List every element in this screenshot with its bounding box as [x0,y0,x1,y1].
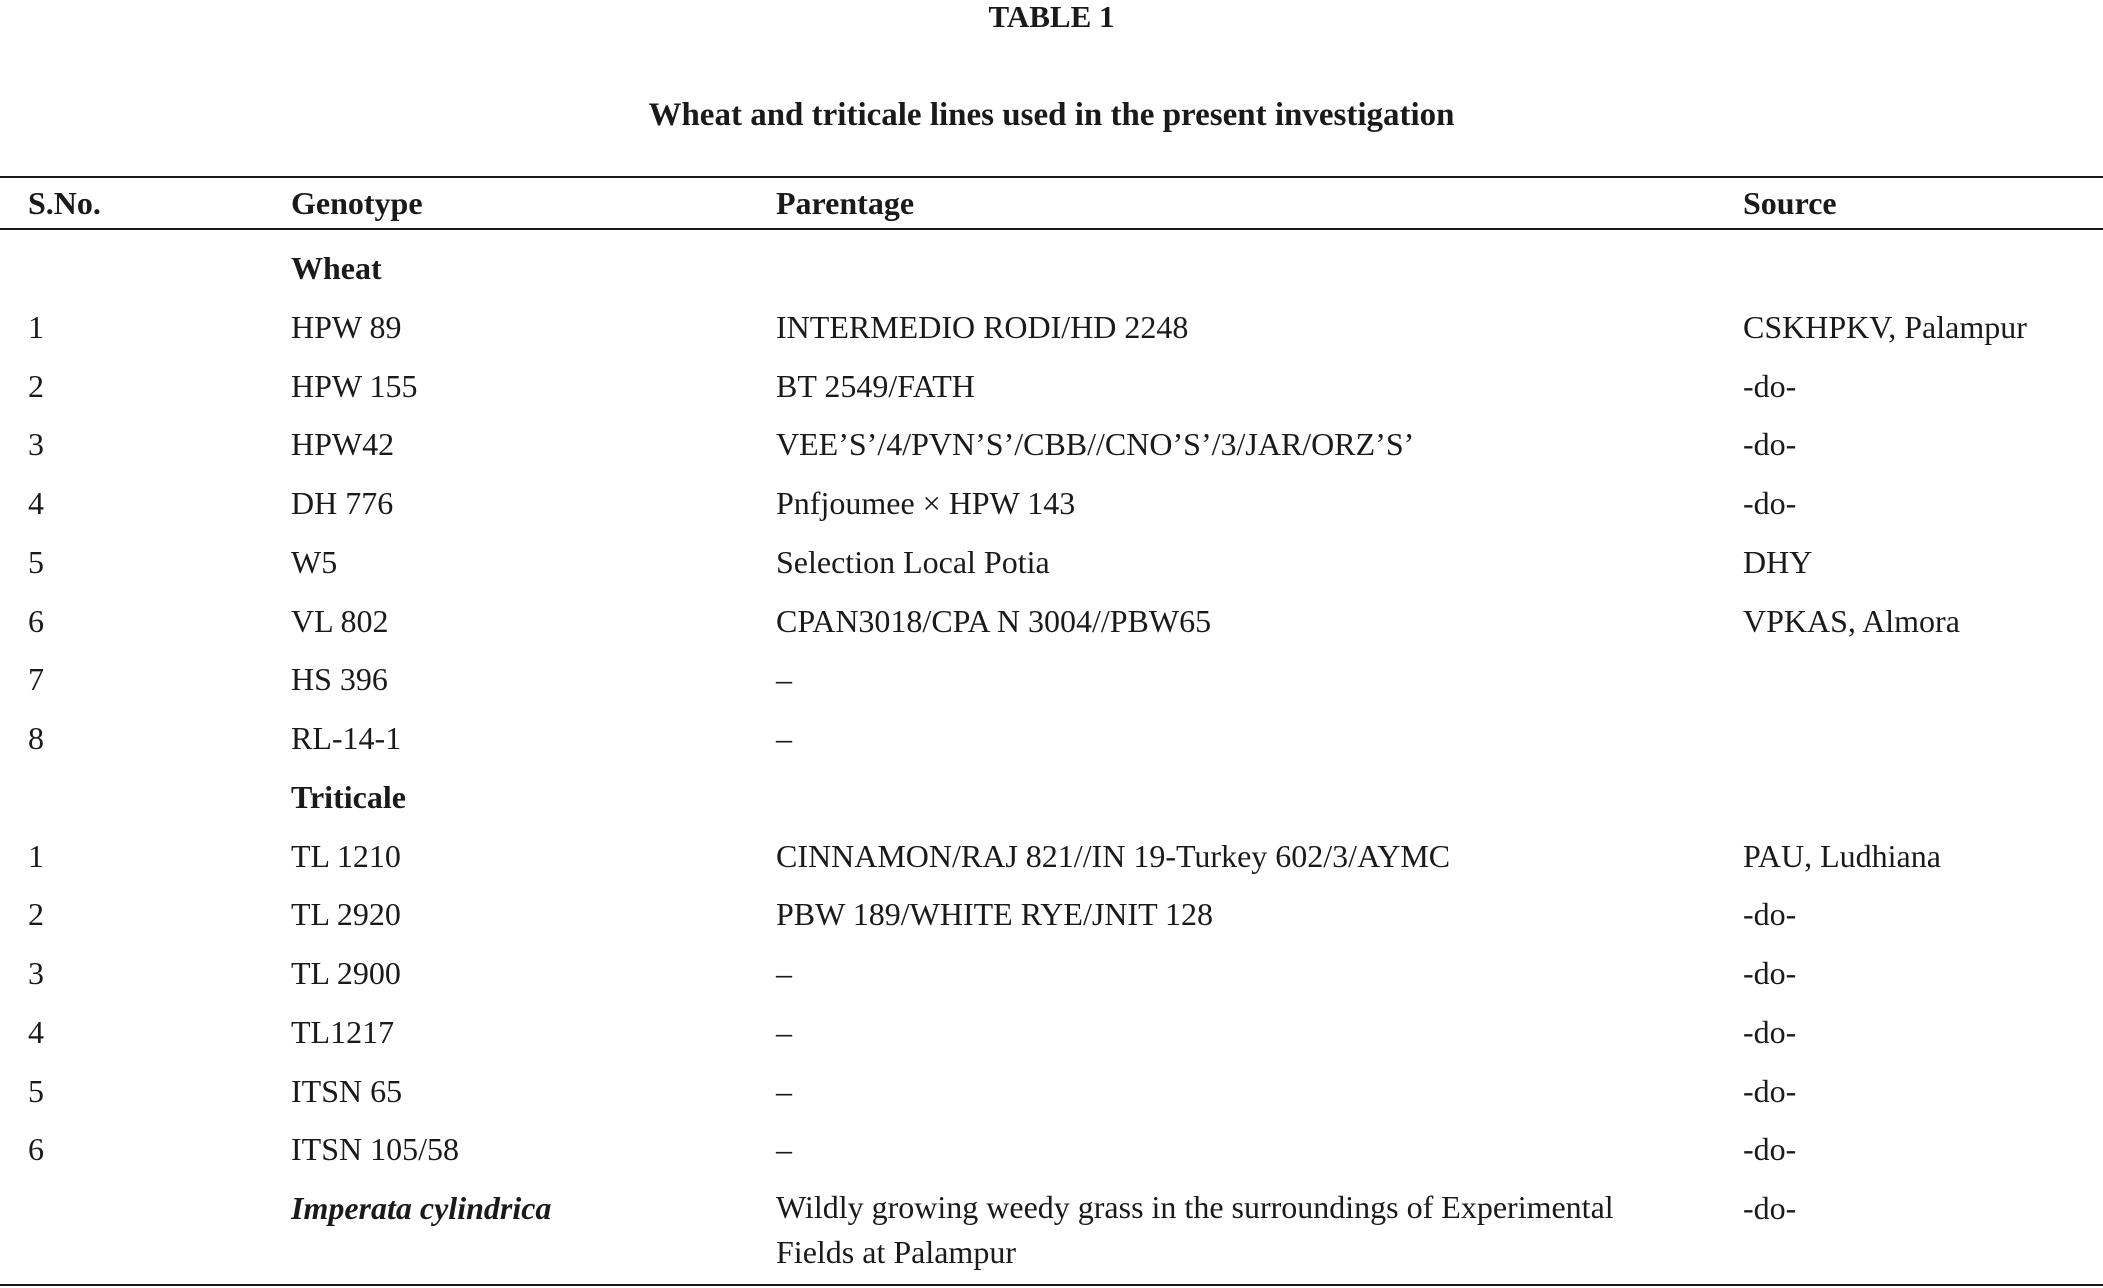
cell-sno: 1 [28,837,44,874]
cell-sno: 1 [28,308,44,345]
table-row [0,718,2103,758]
group-label-wheat: Wheat [291,250,382,286]
table-row [0,307,2103,347]
table-row [0,894,2103,934]
table-row-imperata [0,1188,2103,1278]
cell-parentage: – [776,720,792,756]
table-bottom-rule [0,1284,2103,1286]
cell-genotype: VL 802 [291,602,389,639]
table-row [0,542,2103,582]
table-row [0,953,2103,993]
cell-sno: 5 [28,543,44,580]
cell-source: -do- [1743,1190,1797,1226]
cell-sno: 6 [28,1131,44,1168]
cell-genotype: TL 2920 [291,896,401,933]
cell-sno: 5 [28,1072,44,1109]
cell-parentage: – [776,1131,792,1168]
cell-parentage: BT 2549/FATH [776,367,975,404]
cell-genotype: HS 396 [291,661,388,698]
cell-sno: 6 [28,602,44,639]
cell-parentage: PBW 189/WHITE RYE/JNIT 128 [776,896,1214,933]
cell-sno: 2 [28,367,44,404]
cell-sno: 8 [28,720,44,756]
header-sno: S.No. [28,185,101,221]
table-row [0,366,2103,406]
cell-parentage: CINNAMON/RAJ 821//IN 19-Turkey 602/3/AYMC [776,837,1451,874]
table-header-rule [0,228,2103,230]
cell-genotype: TL1217 [291,1013,395,1050]
header-parentage: Parentage [776,185,915,221]
cell-source: PAU, Ludhiana [1743,837,1941,874]
table-caption: Wheat and triticale lines used in the present investigation [648,97,1455,133]
cell-parentage: Wildly growing weedy grass in the surroundings of Experimental Fields at Palampur [776,1189,1614,1270]
table-row [0,1071,2103,1111]
cell-genotype: TL 2900 [291,955,401,991]
cell-parentage: Selection Local Potia [776,543,1050,580]
cell-genotype: RL-14-1 [291,720,402,756]
table-header-row [0,183,2103,223]
cell-parentage: – [776,661,792,698]
cell-genotype: HPW 155 [291,367,418,404]
cell-genotype: ITSN 105/58 [291,1131,459,1168]
cell-parentage: – [776,1072,792,1109]
cell-genotype: DH 776 [291,485,394,521]
cell-parentage: – [776,1013,792,1050]
cell-sno: 3 [28,426,44,463]
cell-source: VPKAS, Almora [1743,602,1960,639]
cell-source: -do- [1743,1013,1797,1050]
cell-sno: 7 [28,661,44,698]
group-label-triticale: Triticale [291,778,406,815]
cell-source: -do- [1743,1072,1797,1109]
cell-source: -do- [1743,896,1797,933]
cell-source: -do- [1743,955,1797,991]
table-row [0,1129,2103,1169]
cell-genotype: HPW 89 [291,308,402,345]
group-row-triticale [0,777,2103,817]
table-row [0,483,2103,523]
group-row-wheat [0,248,2103,288]
table-row [0,836,2103,876]
table-row [0,601,2103,641]
header-genotype: Genotype [291,185,423,221]
cell-genotype: ITSN 65 [291,1072,403,1109]
cell-sno: 4 [28,485,44,521]
cell-parentage: INTERMEDIO RODI/HD 2248 [776,308,1189,345]
cell-parentage: VEE’S’/4/PVN’S’/CBB//CNO’S’/3/JAR/ORZ’S’ [776,426,1415,463]
header-source: Source [1743,185,1837,221]
cell-genotype: HPW42 [291,426,395,463]
cell-source: -do- [1743,1131,1797,1168]
cell-source: DHY [1743,543,1813,580]
cell-genotype: W5 [291,543,338,580]
table-label: TABLE 1 [988,0,1115,34]
cell-parentage: CPAN3018/CPA N 3004//PBW65 [776,602,1212,639]
table-row [0,424,2103,464]
cell-sno: 2 [28,896,44,933]
table-top-rule [0,176,2103,178]
cell-genotype: TL 1210 [291,837,401,874]
cell-source: -do- [1743,485,1797,521]
cell-parentage: Pnfjoumee × HPW 143 [776,485,1076,521]
cell-parentage: – [776,955,792,991]
cell-genotype: Imperata cylindrica [291,1190,552,1226]
table-row [0,1012,2103,1052]
cell-source: CSKHPKV, Palampur [1743,308,2027,345]
cell-source: -do- [1743,367,1797,404]
table-row [0,659,2103,699]
cell-source: -do- [1743,426,1797,463]
cell-sno: 3 [28,955,44,991]
cell-sno: 4 [28,1013,44,1050]
